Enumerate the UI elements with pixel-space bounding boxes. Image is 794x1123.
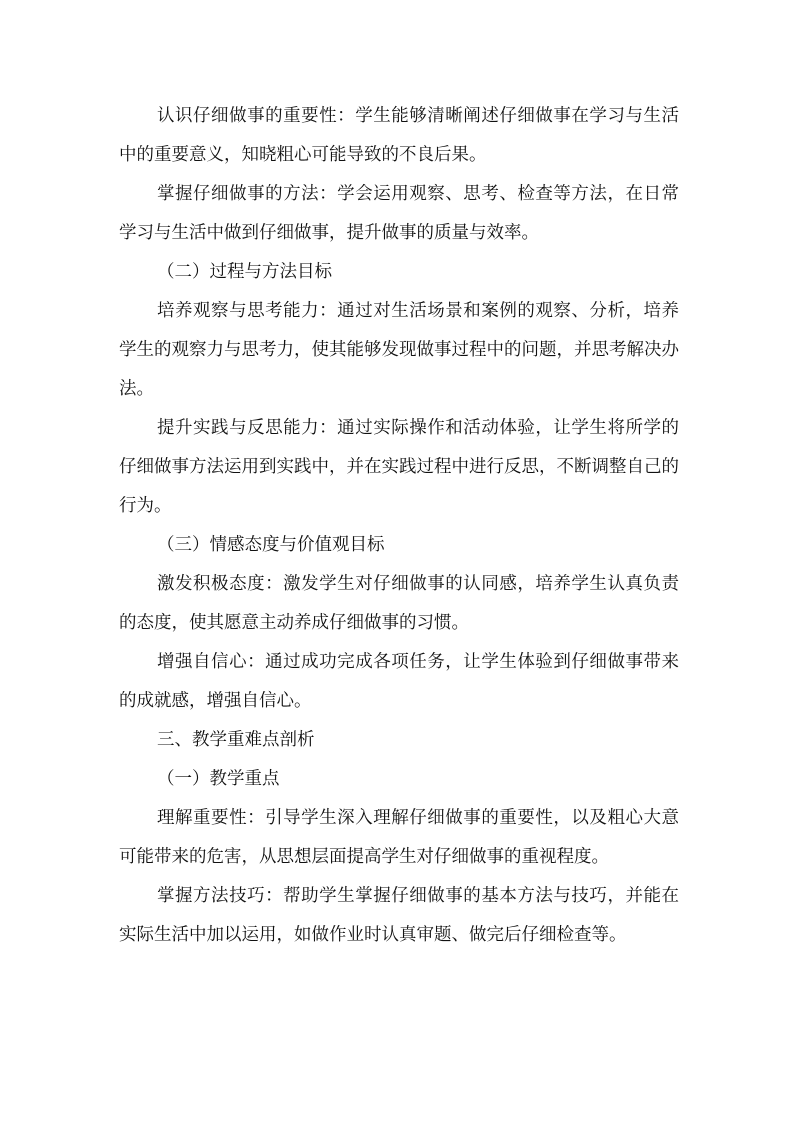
paragraph-positive-attitude: 激发积极态度：激发学生对仔细做事的认同感，培养学生认真负责的态度，使其愿意主动养成仔细做事的习惯。	[119, 574, 679, 633]
paragraph-practice-reflection: 提升实践与反思能力：通过实际操作和活动体验，让学生将所学的仔细做事方法运用到实践中，并在实践过程中进行反思，不断调整自己的行为。	[119, 418, 679, 516]
heading-emotion-value-goals: （三）情感态度与价值观目标	[157, 535, 385, 555]
paragraph-master-methods: 掌握仔细做事的方法：学会运用观察、思考、检查等方法，在日常学习与生活中做到仔细做事，提升做事的质量与效率。	[119, 184, 679, 243]
document-body	[119, 97, 679, 955]
paragraph-method-skills: 掌握方法技巧：帮助学生掌握仔细做事的基本方法与技巧，并能在实际生活中加以运用，如做作业时认真审题、做完后仔细检查等。	[119, 886, 679, 945]
paragraph-understand-importance: 认识仔细做事的重要性：学生能够清晰阐述仔细做事在学习与生活中的重要意义，知晓粗心可能导致的不良后果。	[119, 106, 679, 165]
heading-process-method-goals: （二）过程与方法目标	[157, 262, 332, 282]
paragraph-self-confidence: 增强自信心：通过成功完成各项任务，让学生体验到仔细做事带来的成就感，增强自信心。	[119, 652, 679, 711]
paragraph-understand-significance: 理解重要性：引导学生深入理解仔细做事的重要性，以及粗心大意可能带来的危害，从思想层面提高学生对仔细做事的重视程度。	[119, 808, 679, 867]
paragraph-observation-thinking: 培养观察与思考能力：通过对生活场景和案例的观察、分析，培养学生的观察力与思考力，使其能够发现做事过程中的问题，并思考解决办法。	[119, 301, 679, 399]
heading-teaching-focus: （一）教学重点	[157, 769, 280, 789]
heading-key-difficult-points: 三、教学重难点剖析	[157, 730, 315, 750]
